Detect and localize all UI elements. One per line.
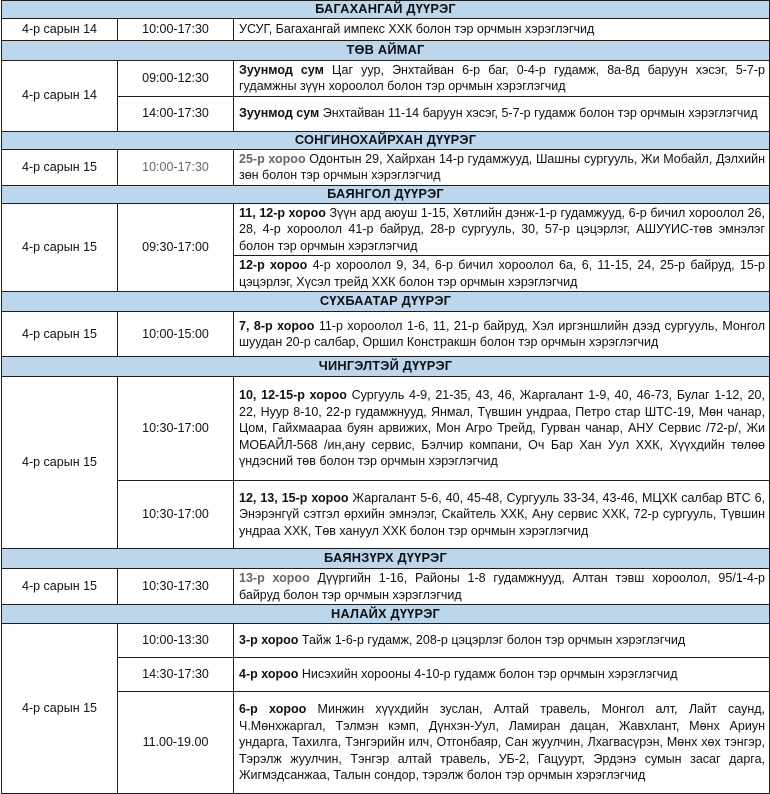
area-description bbox=[234, 377, 770, 481]
time-cell: 10:30-17:00 bbox=[118, 481, 234, 549]
section-header-bayangol: БАЯНГОЛ ДҮҮРЭГ bbox=[2, 185, 770, 203]
section-header-bagakhangai: БАГАХАНГАЙ ДҮҮРЭГ bbox=[2, 1, 770, 19]
area-description bbox=[234, 149, 770, 185]
area-name: 12, 13, 15-р хороо bbox=[239, 490, 349, 505]
area-description bbox=[234, 569, 770, 605]
area-name: 13-р хороо bbox=[239, 571, 310, 585]
area-description bbox=[234, 60, 770, 96]
area-description bbox=[234, 481, 770, 549]
time-cell: 09:30-17:00 bbox=[118, 203, 234, 292]
area-details: Одонтын 29, Хайрхан 14-р гудамжууд, Шашны сургууль, Жи Мобайл, Дэлхийн зөн болон тэр орчмын хэрэглэгчид bbox=[239, 151, 765, 182]
time-cell: 09:00-12:30 bbox=[118, 60, 234, 96]
area-name: Зуунмод сум bbox=[239, 62, 324, 77]
area-details: 11-р хороолол 1-6, 11, 21-р байруд, Хэл иргэншлийн дээд сургууль, Монгол шуудан 20-р салбар, Оршил Констракшн болон тэр орчмын хэрэглэгчид bbox=[239, 318, 766, 349]
time-cell: 10:00-13:30 bbox=[118, 624, 234, 658]
area-description bbox=[234, 312, 770, 357]
area-details: УСУГ, Багахангай импекс ХХК болон тэр орчмын хэрэглэгчид bbox=[239, 21, 595, 36]
date-cell: 4-р сарын 15 bbox=[2, 203, 118, 292]
area-description bbox=[234, 18, 770, 40]
area-details: Цаг уур, Энхтайван 6-р баг, 0-4-р гудамж, 8а-8д баруун хэсэг, 5-7-р гудамжны зүүн хороолол болон тэр орчмын хэрэглэгчид bbox=[239, 62, 765, 93]
time-cell: 10:30-17:30 bbox=[118, 569, 234, 605]
area-name: 11, 12-р хороо bbox=[239, 205, 326, 220]
area-name: 4-р хороо bbox=[239, 667, 299, 682]
area-details: Нисэхийн хорооны 4-10-р гудамж болон тэр орчмын хэрэглэгчид bbox=[298, 667, 678, 682]
section-header-bayanzurkh: БАЯНЗҮРХ ДҮҮРЭГ bbox=[2, 549, 770, 569]
time-cell: 10:00-17:30 bbox=[118, 18, 234, 40]
area-name: 6-р хороо bbox=[239, 702, 307, 717]
date-cell: 4-р сарын 14 bbox=[2, 60, 118, 131]
date-cell: 4-р сарын 15 bbox=[2, 312, 118, 357]
section-header-chingeltei: ЧИНГЭЛТЭЙ ДҮҮРЭГ bbox=[2, 357, 770, 377]
time-cell: 10:30-17:00 bbox=[118, 377, 234, 481]
date-cell: 4-р сарын 15 bbox=[2, 624, 118, 794]
time-cell: 14:30-17:30 bbox=[118, 658, 234, 692]
area-details: 4-р хороолол 9, 34, 6-р бичил хороолол 6а, 6, 11-15, 24, 25-р байруд, 15-р цэцэрлэг, Хүсэл трейд ХХК болон тэр орчмын хэрэглэгчид bbox=[239, 258, 766, 289]
section-header-nalaikh: НАЛАЙХ ДҮҮРЭГ bbox=[2, 605, 770, 624]
section-header-tuv-aimag: ТӨВ АЙМАГ bbox=[2, 40, 770, 60]
area-description bbox=[234, 624, 770, 658]
area-name: 25-р хороо bbox=[239, 151, 306, 166]
time-cell: 11.00-19.00 bbox=[118, 692, 234, 794]
area-name: 7, 8-р хороо bbox=[239, 318, 315, 333]
area-description bbox=[234, 96, 770, 131]
outage-schedule-table bbox=[1, 0, 770, 794]
section-header-songinokhairkhan: СОНГИНОХАЙРХАН ДҮҮРЭГ bbox=[2, 131, 770, 149]
date-cell: 4-р сарын 15 bbox=[2, 377, 118, 549]
area-details: Жаргалант 5-6, 40, 45-48, Сургууль 33-34, 43-46, МЦХК салбар ВТС 6, Энэрэнгүй сэтгэл өрхийн эмнэлэг, Скайтель ХХК, Ану сервис ХХК, 72-р сургууль, Түвшин ундраа ХХК, Төв хануул ХХК болон тэр орчмын хэрэглэгчид bbox=[239, 490, 765, 538]
area-description bbox=[234, 658, 770, 692]
area-name: 3-р хороо bbox=[239, 633, 299, 648]
area-details: Тайж 1-6-р гудамж, 208-р цэцэрлэг болон тэр орчмын хэрэглэгчид bbox=[298, 633, 686, 648]
date-cell: 4-р сарын 15 bbox=[2, 569, 118, 605]
area-description bbox=[234, 203, 770, 256]
area-details: Сургууль 4-9, 21-35, 43, 46, Жаргалант 1-9, 40, 46-73, Булаг 1-12, 20, 22, Нуур 8-10, 22-р гудамжнууд, Янмал, Түвшин ундраа, Петро стар ШТС-19, Мөн чанар, Цом, Гайхмаараа буян арвижих, Мон Агро Трейд, Гурван чанар, АНУ Сервис /72-р/, Жи МОБАЙЛ-568 /ин,ану сервис, Бэлчир компани, Оч Бар Хан Уул ХХК, Хүүхдийн төлөө үндэсний төв болон тэр орчмын хэрэглэгчид bbox=[239, 388, 765, 469]
area-description bbox=[234, 692, 770, 794]
section-header-sukhbaatar: СҮХБААТАР ДҮҮРЭГ bbox=[2, 292, 770, 312]
time-cell: 14:00-17:30 bbox=[118, 96, 234, 131]
area-details: Энхтайван 11-14 баруун хэсэг, 5-7-р гудамж болон тэр орчмын хэрэглэгчид bbox=[319, 106, 758, 121]
area-name: 12-р хороо bbox=[239, 258, 308, 272]
area-name: 10, 12-15-р хороо bbox=[239, 388, 347, 403]
date-cell: 4-р сарын 15 bbox=[2, 149, 118, 185]
time-cell: 10:00-15:00 bbox=[118, 312, 234, 357]
time-cell: 10:00-17:30 bbox=[118, 149, 234, 185]
date-cell: 4-р сарын 14 bbox=[2, 18, 118, 40]
area-description bbox=[234, 256, 770, 292]
area-details: Минжин хүүхдийн зуслан, Алтай травель, Монгол алт, Лайт саунд, Ч.Мөнхжаргал, Тэлмэн кэмп, Дүнхэн-Уул, Ламиран дацан, Жавхлант, Мөнх Ариун ундарга, Тахилга, Тэнгэрийн илч, Отгонбаяр, Сан жуулчин, Лхагвасүрэн, Мөнх хөх тэнгэр, Тэрэлж жуулчин, Тэнгэр алтай травель, УБ-2, Гацуурт, Эрдэнэ сумын засаг дарга, Жигмэдсанжаа, Талын сондор, тэрэлж болон тэр орчмын хэрэглэгчид bbox=[239, 702, 765, 783]
area-details: Дүүргийн 1-16, Районы 1-8 гудамжнууд, Алтан тэвш хороолол, 95/1-4-р байруд болон тэр орчмын хэрэглэгчид bbox=[239, 571, 765, 602]
area-details: Зүүн ард аюуш 1-15, Хөтлийн дэнж-1-р гудамжууд, 6-р бичил хороолол 26, 28, 4-р хороолол 41-р байруд, 28-р сургууль, 30, 57-р цэцэрлэг, АШУҮИС-төв эмнэлэг болон тэр орчмын хэрэглэгчид bbox=[239, 205, 765, 253]
area-name: Зуунмод сум bbox=[239, 106, 320, 121]
